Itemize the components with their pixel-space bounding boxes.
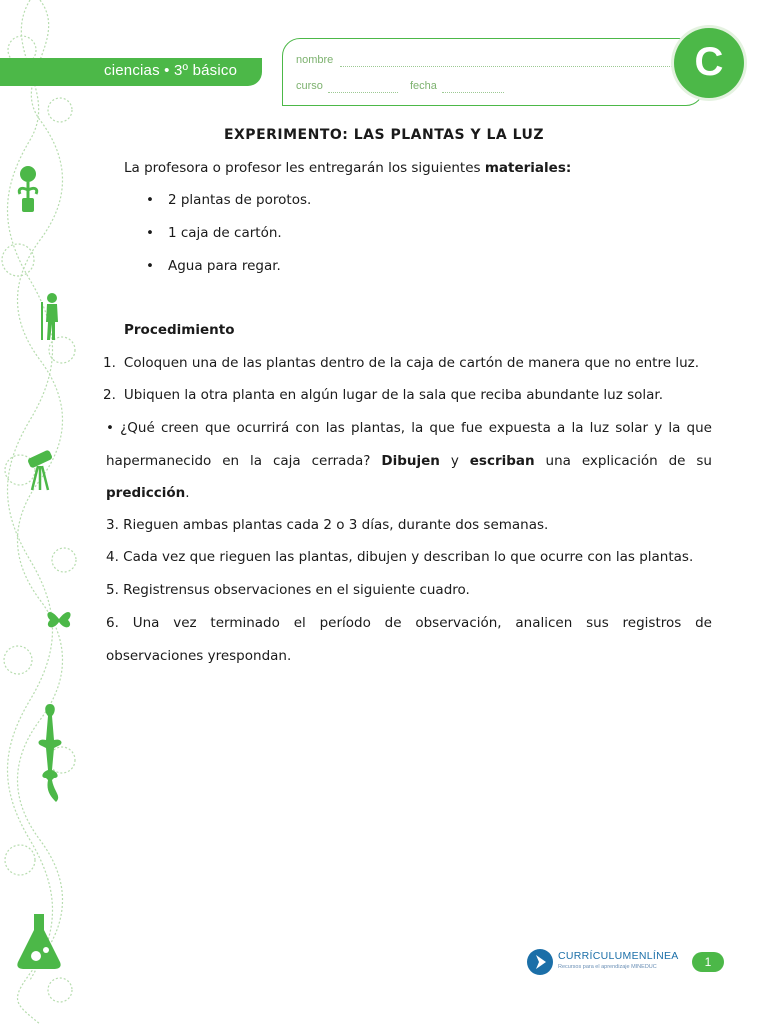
play-arrow-icon — [526, 948, 554, 976]
procedure-step: 4. Cada vez que rieguen las plantas, dibujen y describan lo que ocurre con las plantas. — [106, 549, 694, 565]
subject-label: ciencias • 3º básico — [104, 62, 238, 79]
butterfly-icon — [44, 604, 74, 634]
bullet: • — [146, 192, 154, 208]
procedure-step: observaciones yrespondan. — [106, 648, 292, 664]
fecha-label: fecha — [410, 80, 437, 92]
flask-icon — [14, 912, 64, 970]
question-line: predicción. — [106, 485, 190, 501]
procedure-step: 6. Una vez terminado el período de observación, analicen sus registros de — [106, 615, 712, 631]
fecha-field[interactable] — [442, 92, 504, 93]
lizard-icon — [32, 700, 72, 804]
nombre-field[interactable] — [340, 66, 680, 67]
telescope-icon — [24, 448, 56, 492]
section-badge: C — [674, 28, 744, 98]
bullet: • — [146, 258, 154, 274]
materials-keyword: materiales: — [484, 160, 572, 176]
curso-field[interactable] — [328, 92, 398, 93]
document-title: EXPERIMENTO: LAS PLANTAS Y LA LUZ — [223, 127, 545, 143]
list-item: • Agua para regar. — [146, 258, 281, 274]
explorer-figure-icon — [38, 292, 64, 342]
decorative-vine-border — [0, 0, 90, 1024]
procedure-step: 3. Rieguen ambas plantas cada 2 o 3 días, durante dos semanas. — [106, 517, 549, 533]
procedure-step: 2. Ubiquen la otra planta en algún lugar de la sala que reciba abundante luz solar. — [103, 387, 664, 403]
procedure-heading: Procedimiento — [124, 322, 235, 338]
nombre-label: nombre — [296, 54, 334, 66]
student-info-box — [282, 38, 704, 106]
procedure-step: 5. Registrensus observaciones en el siguiente cuadro. — [106, 582, 470, 598]
bullet: • — [146, 225, 154, 241]
question-line: hapermanecido en la caja cerrada? Dibujen y escriban una explicación de su — [106, 453, 712, 469]
logo-sub-text: Recursos para el aprendizaje MINEDUC — [558, 964, 657, 970]
materials-intro: La profesora o profesor les entregarán los siguientes materiales: — [124, 160, 572, 176]
curso-label: curso — [296, 80, 323, 92]
list-item: • 1 caja de cartón. — [146, 225, 282, 241]
question-line: • ¿Qué creen que ocurrirá con las plantas, la que fue expuesta a la luz solar y la que — [106, 420, 712, 436]
list-item: • 2 plantas de porotos. — [146, 192, 312, 208]
procedure-step: 1. Coloquen una de las plantas dentro de la caja de cartón de manera que no entre luz. — [103, 355, 700, 371]
logo-main-text: CURRÍCULUMENLÍNEA — [558, 950, 679, 962]
page-number: 1 — [692, 952, 724, 972]
plant-icon — [14, 164, 42, 214]
